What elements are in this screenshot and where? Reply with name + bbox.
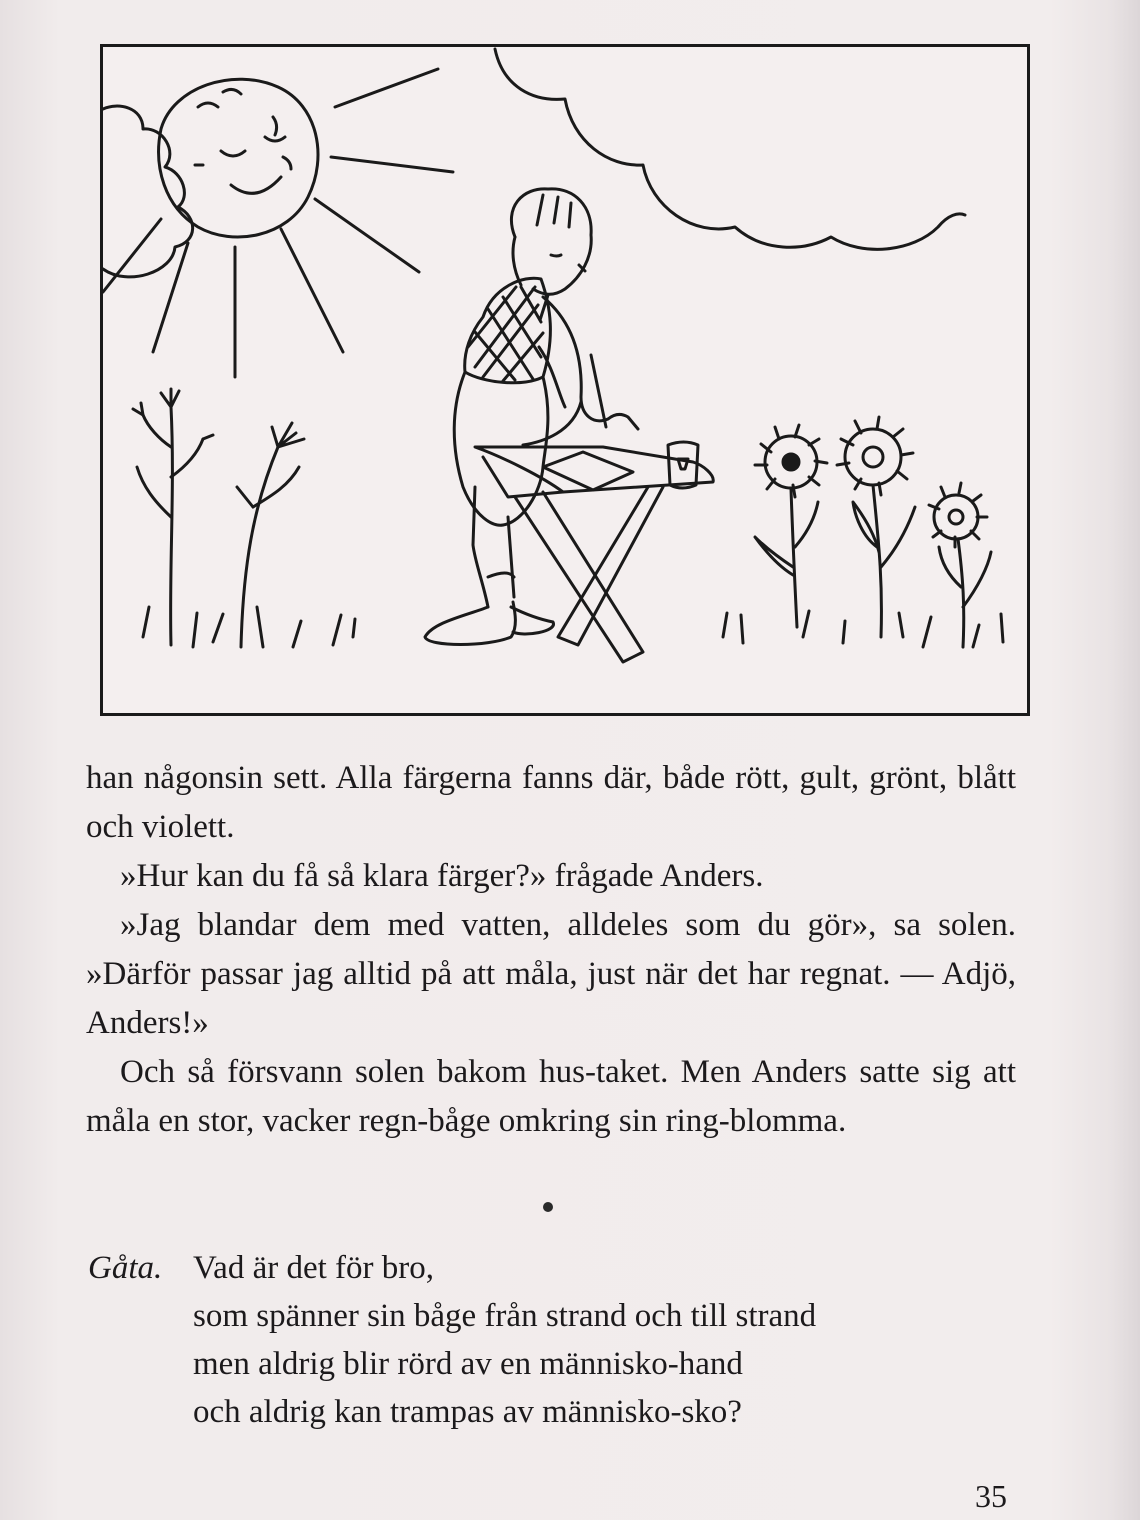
riddle-line: Vad är det för bro,: [193, 1250, 434, 1286]
left-plants: [133, 389, 355, 647]
sun-rays: [103, 69, 453, 377]
boy: [425, 189, 638, 645]
sun: [159, 79, 318, 237]
right-cloud: [495, 49, 965, 249]
story-paragraph: han någonsin sett. Alla färgerna fanns där, både rött, gult, grönt, blått och violett.: [86, 760, 1016, 845]
riddle-line: men aldrig blir rörd av en människo-hand: [193, 1346, 743, 1382]
riddle-line: som spänner sin båge från strand och till strand: [193, 1298, 817, 1334]
riddle-label: Gåta.: [88, 1250, 163, 1286]
story-paragraph: Och så försvann solen bakom hus-taket. Men Anders satte sig att måla en stor, vacker regn-båge omkring sin ring-blomma.: [86, 1054, 1016, 1139]
page-number: 35: [975, 1478, 1007, 1514]
story-text: [86, 754, 1016, 1146]
story-paragraph: »Hur kan du få så klara färger?» frågade Anders.: [120, 858, 764, 894]
illustration-boy-painting: [100, 44, 1030, 716]
riddle: [88, 1244, 1028, 1436]
story-paragraph: »Jag blandar dem med vatten, alldeles som du gör», sa solen. »Därför passar jag alltid på att måla, just när det har regnat. — Adjö, Anders!»: [86, 907, 1016, 1041]
left-cloud: [103, 106, 193, 277]
riddle-line: och aldrig kan trampas av människo-sko?: [193, 1394, 742, 1430]
section-divider-dot: [543, 1202, 553, 1212]
right-flowers: [723, 417, 1003, 647]
